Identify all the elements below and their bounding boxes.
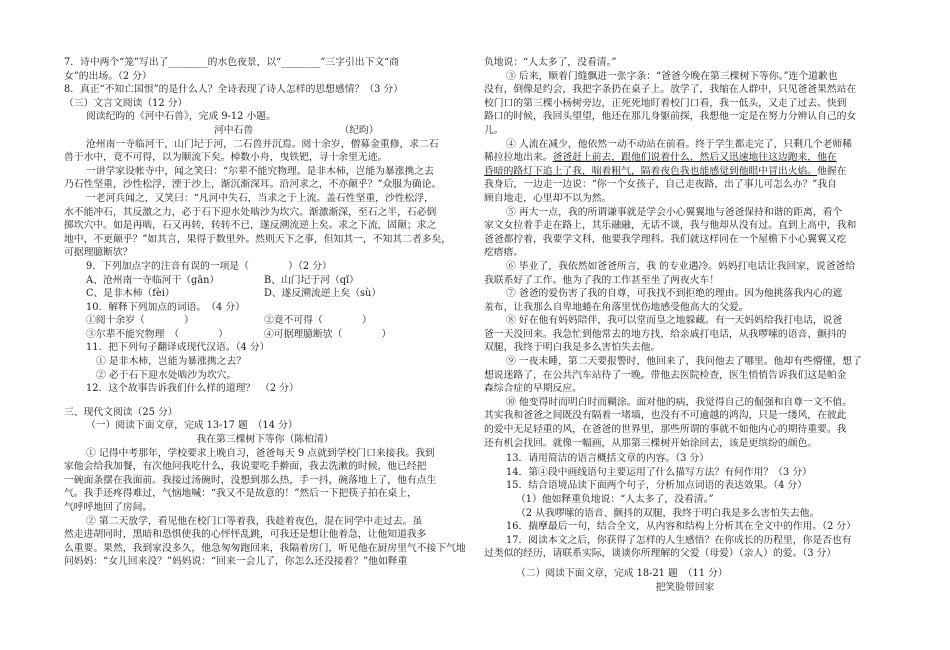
q15-sentence-2: （2 从我啰嗦的语音、颤抖的双腿，我终于明白我是多么害怕失去他。 [516, 507, 820, 519]
article-paragraph-line: 其实我和爸爸之间既没有隔着一堵墙，也没有不可逾越的鸿沟，只是一缕风，在彼此 [484, 410, 847, 422]
q10-item-4: ④可据理臆断欤（ ） [264, 328, 392, 340]
article-paragraph-line: ⑨ 一夜未睡，第二天要报警时，他回来了，我问他去了哪里。他却有些懵懂，想了 [506, 356, 862, 368]
left-column [64, 56, 466, 569]
article-paragraph-line: 气。我手还疼得难过，气恼地喊：“我又不是故意的！”然后一下把筷子拍在桌上， [64, 488, 417, 500]
article-paragraph-line: ② 第二天放学，看见他在校门口等着我，我趁着夜色，混在同学中走过去。虽 [86, 515, 423, 527]
article-paragraph-line: 双腿，我终于明白我是多么害怕失去他。 [484, 342, 661, 354]
article-paragraph-line: 校门口的第三棵小杨树旁边，正死死地盯着校门口看，我一低头，又走了过去。快到 [484, 97, 847, 109]
article-paragraph-line: 儿。 [484, 124, 504, 136]
classical-title [64, 124, 466, 138]
question-10-items-12 [64, 314, 466, 328]
question-13: 13．请用简洁的语言概括文章的内容。（3 分） [506, 453, 710, 465]
article-paragraph-line: 一碗面条摆在我面前。我接过汤碗时，没想到那么热，手一抖，碗落地上了，他有点生 [64, 474, 437, 486]
section-modern-heading: 三、现代文阅读（25 分） [64, 406, 178, 418]
question-9-options-cd [64, 287, 466, 301]
question-11: 11．把下列句子翻译成现代汉语。（4 分） [86, 342, 270, 354]
option-c: C、是非木柿（fèi） [86, 288, 175, 300]
classical-text-line: 兽于水中，竟不可得，以为顺流下矣。棹数小舟，曳铁钯，寻十余里无迹。 [64, 152, 388, 164]
article-paragraph-line: ③ 后来，顺着门缝飘进一张字条：“爸爸今晚在第三棵树下等你。”连个道歉也 [506, 70, 838, 82]
article-paragraph-line: 的爱中无足轻重的风，在爸爸的世界里，那些所谓的事就不如他内心的期待重要。我 [484, 424, 847, 436]
classical-text-line: 可据理臆断欤？ [64, 247, 133, 259]
question-8: 8．真正“不知亡国恨”的是什么人？全诗表现了诗人怎样的思想感情？（3 分） [64, 84, 404, 96]
right-column [484, 56, 886, 594]
question-14: 14．第④段中画线语句主要运用了什么描写方法？有何作用？（3 分） [506, 466, 812, 478]
article-paragraph-line: ⑧ 好在他有妈妈陪伴，我可以堂而皇之地躲藏。有一天妈妈给我打电话，说爸 [506, 315, 843, 327]
question-7-line2: 女”的出场。（2 分） [64, 70, 152, 82]
question-10: 10．解释下列加点的词语。 （4 分） [86, 301, 245, 313]
article-paragraph-line: 负地说：“人太多了，没看清。” [484, 57, 617, 68]
article-title: 我在第三棵树下等你（陈柏清） [196, 434, 334, 446]
article-paragraph-line: 想说迷路了，在公共汽车站待了一晚。带他去医院检查，医生悄悄告诉我们这是帕金 [484, 369, 847, 381]
question-15: 15．结合语境品读下面两个句子，分析加点词语的表达效果。（4 分） [506, 480, 808, 492]
article-paragraph-line: 爸爸都拧着，我要学文科，他要我学理科。我们就这样同在一个屋檐下小心翼翼又疙 [484, 233, 847, 245]
article-paragraph-line [484, 151, 886, 165]
question-10-items-34 [64, 328, 466, 342]
plain-text: 稀拉拉地出来。 [484, 152, 553, 164]
plain-text: 他握在 [817, 165, 847, 177]
q10-item-2: ②竟不可得（ ） [264, 315, 372, 327]
classical-text-line: 掷坎穴中。如是再啮，石又再转，转转不已，遂反溯流逆上矣。求之下流，固颠；求之 [64, 220, 437, 232]
article-2-title: 把笑脸带回家 [655, 581, 715, 593]
article-paragraph-line: 我联系好了工作。他为了我的工作甚至坐了两夜火车！ [484, 274, 720, 286]
q15-sentence-1: （1）他如释重负地说：“人太多了，没看清。” [516, 494, 714, 505]
article-paragraph-line: ⑩ 他变得时而明白时而糊涂。面对他的病，我觉得自己的倔强和自尊一文不值。 [506, 396, 853, 408]
article-paragraph-line: ① 记得中考那年，学校要求上晚自习，爸爸每天 9 点就到学校门口来接我。我到 [86, 447, 435, 459]
classical-instruction: 阅读纪昀的《河中石兽》，完成 9-12 小题。 [86, 111, 276, 123]
article-paragraph-line: 家文女拉着手走在路上，其乐融融，无话不谈，我与他却从没有过。直到上高中，我和 [484, 220, 857, 232]
article-paragraph-line: 还有机会找回。就像一幅画，从那第三棵树开始涂回去，该是更缤纷的颜色。 [484, 437, 818, 449]
classical-title-author: （纪昀） [339, 124, 379, 136]
question-9-options-ab [64, 274, 466, 288]
article-paragraph-line: ④ 人流在减少，他依然一动不动站在前看。终于学生都走完了，只剩几个老师稀 [506, 138, 853, 150]
article-paragraph-line: 没有，倒像是约会，我把字条扔在桌子上。放学了，我缩在人群中，只见爸爸果然站在 [484, 84, 857, 96]
option-a: A、沧州南一寺临河干（gān） [86, 274, 220, 286]
underlined-sentence: 昏暗的路灯下追上了我，喘着粗气，隔着夜色我也能感觉到他眼中冒出火焰。 [484, 165, 818, 177]
article-paragraph-line: ⑦ 爸爸的爱伤害了我的自尊，可我找不到拒绝的理由。因为他挑落我内心的遮 [506, 288, 843, 300]
underlined-sentence: 爸爸赶上前去，跟他们说着什么，然后又迅速地往这边跑来，他在 [552, 152, 837, 164]
q11-sentence-1: ① 是非木柿，岂能为暴涨携之去？ [96, 356, 247, 368]
article-paragraph-line [484, 165, 886, 179]
question-17-line1: 17．阅读本文之后，你获得了怎样的人生感悟？在你成长的历程里，你是否也有 [506, 534, 852, 546]
article-paragraph-line: ⑥ 毕业了，我依然如爸爸所言，我 的专业遇冷。妈妈打电话让我回家，说爸爸给 [506, 260, 856, 272]
classical-text-line: 乃石性坚重，沙性松浮，湮于沙上，渐沉渐深耳。沿河求之，不亦颠乎？”众服为确论。 [64, 179, 442, 191]
article-paragraph-line: 森综合症的早期反应。 [484, 383, 582, 395]
section-classical-heading: （三）文言文阅读（12 分） [64, 97, 188, 109]
article-paragraph-line: 家他会给我加餐，有次他问我吃什么，我说要吃手擀面，我去洗漱的时候，他已经把 [64, 461, 427, 473]
reading-1-instruction: （一）阅读下面文章，完成 13-17 题 （14 分） [86, 420, 298, 432]
article-paragraph-line: 问妈妈：“女儿回来没？”妈妈说：“回来一会儿了，你怎么还没接着？”他如释重 [64, 556, 408, 568]
article-paragraph-line: 顾自地走，心里却不以为然。 [484, 192, 612, 204]
question-7-line1: 7．诗中两个“笼”写出了________的水色夜景，以“________”三字引出下文“商 [64, 57, 399, 68]
question-12: 12．这个故事告诉我们什么样的道理？ （2 分） [86, 383, 299, 395]
classical-text-line: 沧州南一寺临河干，山门圮于河，二石兽并沉焉。阅十余岁，僧募金重修，求二石 [86, 138, 439, 150]
q11-sentence-2: ② 必于石下迎水处啮沙为坎穴。 [96, 369, 237, 381]
classical-text-line: 地中，不更颠乎？”如其言，果得于数里外。然则天下之事，但知其一，不知其二者多矣， [64, 233, 452, 245]
article-paragraph-line: 路口的时候，我回头望望，他还在那儿身躯前探，我想他一定是在努力分辨认自己的女 [484, 111, 857, 123]
question-16: 16．揣摩最后一句，结合全文，从内容和结构上分析其在全文中的作用。（2 分） [506, 521, 857, 533]
option-b: B、山门圮于河（qǐ） [264, 274, 359, 286]
q10-item-3: ③尔辈不能究物理 （ ） [86, 328, 229, 340]
classical-text-line: 一讲学家设帐寺中，闻之笑曰：“尔辈不能究物理。是非木柿，岂能为暴涨携之去 [86, 165, 434, 177]
classical-title-main: 河中石兽 [214, 124, 254, 136]
classical-text-line: 水不能冲石，其反激之力，必于石下迎水处啮沙为坎穴。渐激渐深，至石之半，石必倒 [64, 206, 437, 218]
article-paragraph-line: 我身后，一边走一边说：“你一个女孩子，自己走夜路，出了事儿可怎么办？”我自 [484, 179, 837, 191]
article-paragraph-line: ⑤ 再大一点，我的所谓谦事就是学会小心翼翼地与爸爸保持和谐的距离，看个 [506, 206, 843, 218]
article-paragraph-line: 么重要。果然，我到家没多久，他急匆匆跑回来，我隔着房门，听见他在厨房里气不接下气地 [64, 542, 466, 554]
classical-text-line: 一老河兵闻之，又笑曰：“凡河中失石，当求之于上流。盖石性坚重，沙性松浮， [86, 192, 434, 204]
article-paragraph-line: 然走进胡同时，黑暗和恐惧使我的心怦怦乱跳，可我还是想让他着急，让他知道我多 [64, 529, 427, 541]
question-17-line2: 过类似的经历，请联系实际，谈谈你所理解的父爱（母爱）（亲人）的爱。（3 分） [484, 548, 837, 560]
option-d: D、遂反溯流逆上矣（sù） [264, 288, 382, 300]
article-paragraph-line: 爸一天没回来。我急忙到他常去的地方找，给亲戚打电话，从我啰嗦的语音、颤抖的 [484, 328, 847, 340]
q10-item-1: ①阅十余岁（ ） [86, 315, 194, 327]
article-paragraph-line: 疙瘩瘩。 [484, 247, 524, 259]
article-paragraph-line: 气呼呼地回了房间。 [64, 502, 153, 513]
question-9: 9．下列加点字的注音有误的一项是（ ）（2 分） [86, 260, 332, 272]
reading-2-instruction: （二）阅读下面文章，完成 18-21 题 （11 分） [516, 567, 728, 579]
article-paragraph-line: 羞布，让我那么自卑地蜷在角落里忧伤地感受他高大的父爱。 [484, 301, 749, 313]
